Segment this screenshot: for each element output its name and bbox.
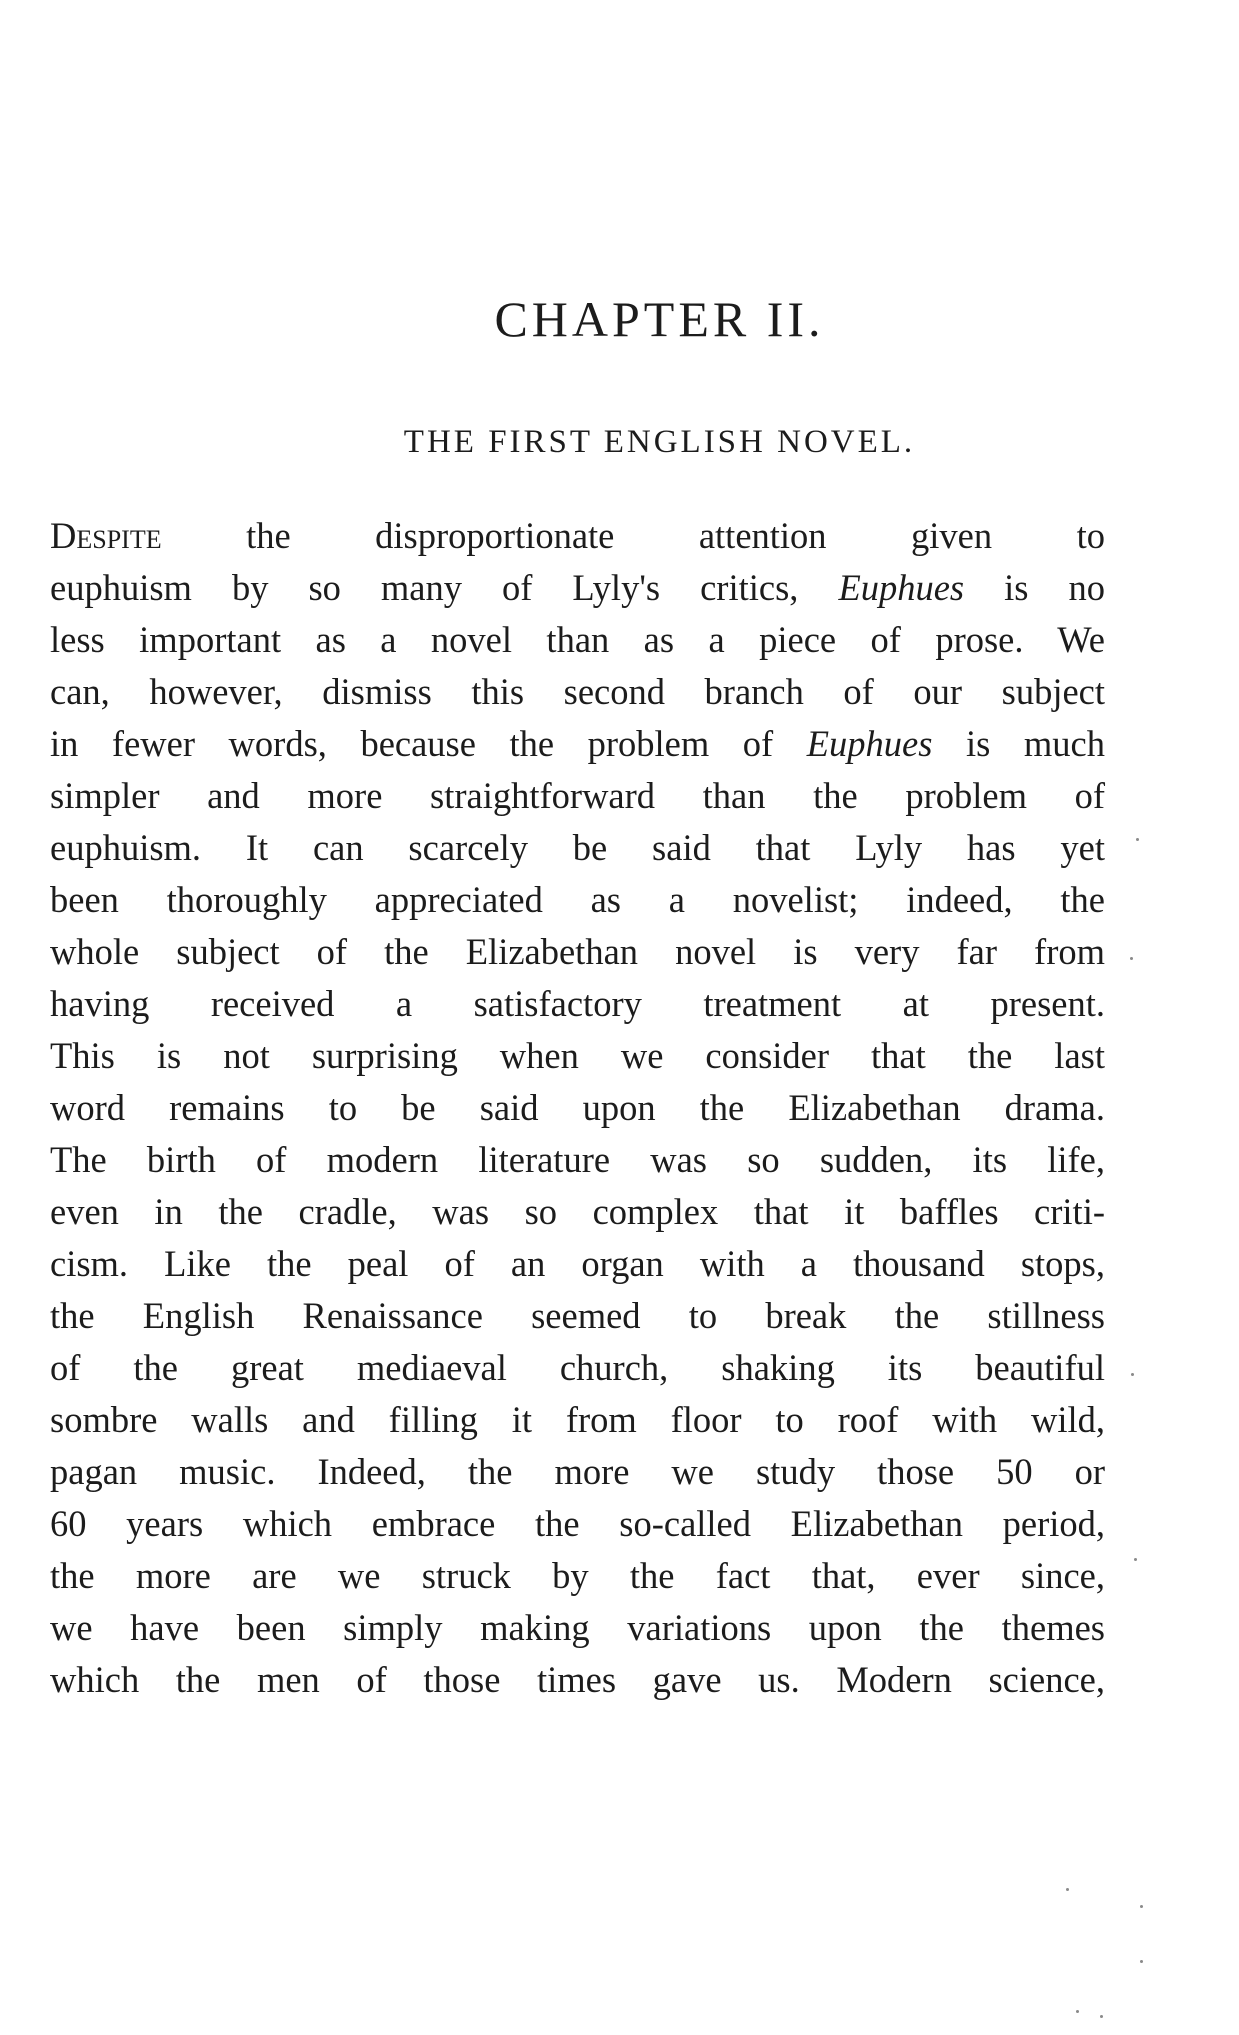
text-line: the more are we struck by the fact that, ever since, bbox=[50, 1555, 1105, 1596]
text-line: euphuism by so many of Lyly's critics, Euphues is no bbox=[50, 567, 1105, 608]
text-line: simpler and more straightforward than the problem of bbox=[50, 775, 1105, 816]
text-line: even in the cradle, was so complex that it baffles criti- bbox=[50, 1191, 1105, 1232]
text-line: been thoroughly appreciated as a novelist; indeed, the bbox=[50, 879, 1105, 920]
text-line: The birth of modern literature was so sudden, its life, bbox=[50, 1139, 1105, 1180]
text-line: less important as a novel than as a piece of prose. We bbox=[50, 619, 1105, 660]
scan-speck bbox=[1130, 957, 1133, 960]
text-line: having received a satisfactory treatment at present. bbox=[50, 983, 1105, 1024]
scan-speck bbox=[1066, 1888, 1069, 1891]
text-line: the English Renaissance seemed to break the stillness bbox=[50, 1295, 1105, 1336]
scan-speck bbox=[1134, 1558, 1137, 1561]
text-line: Despite the disproportionate attention given to bbox=[50, 515, 1105, 556]
text-line: whole subject of the Elizabethan novel is very far from bbox=[50, 931, 1105, 972]
text-line: in fewer words, because the problem of Euphues is much bbox=[50, 723, 1105, 764]
chapter-heading: CHAPTER II. bbox=[494, 291, 825, 347]
text-line: which the men of those times gave us. Modern science, bbox=[50, 1659, 1105, 1700]
section-heading: THE FIRST ENGLISH NOVEL. bbox=[403, 424, 916, 460]
scan-speck bbox=[1076, 2010, 1079, 2013]
text-line: we have been simply making variations upon the themes bbox=[50, 1607, 1105, 1648]
text-line: 60 years which embrace the so-called Elizabethan period, bbox=[50, 1503, 1105, 1544]
text-line: of the great mediaeval church, shaking its beautiful bbox=[50, 1347, 1105, 1388]
text-line: pagan music. Indeed, the more we study those 50 or bbox=[50, 1451, 1105, 1492]
text-line: cism. Like the peal of an organ with a thousand stops, bbox=[50, 1243, 1105, 1284]
scan-speck bbox=[1136, 838, 1139, 841]
scan-speck bbox=[1140, 1960, 1143, 1963]
drop-word: Despite bbox=[50, 515, 162, 556]
italic-title: Euphues bbox=[838, 567, 965, 608]
italic-title: Euphues bbox=[806, 723, 933, 764]
text-line: sombre walls and filling it from floor to roof with wild, bbox=[50, 1399, 1105, 1440]
text-line: can, however, dismiss this second branch of our subject bbox=[50, 671, 1105, 712]
body-text bbox=[50, 510, 1105, 1706]
scan-speck bbox=[1140, 1905, 1143, 1908]
text-line: word remains to be said upon the Elizabethan drama. bbox=[50, 1087, 1105, 1128]
text-line: This is not surprising when we consider that the last bbox=[50, 1035, 1105, 1076]
scan-speck bbox=[1131, 1373, 1134, 1376]
scan-speck bbox=[1100, 2015, 1103, 2018]
text-line: euphuism. It can scarcely be said that Lyly has yet bbox=[50, 827, 1105, 868]
